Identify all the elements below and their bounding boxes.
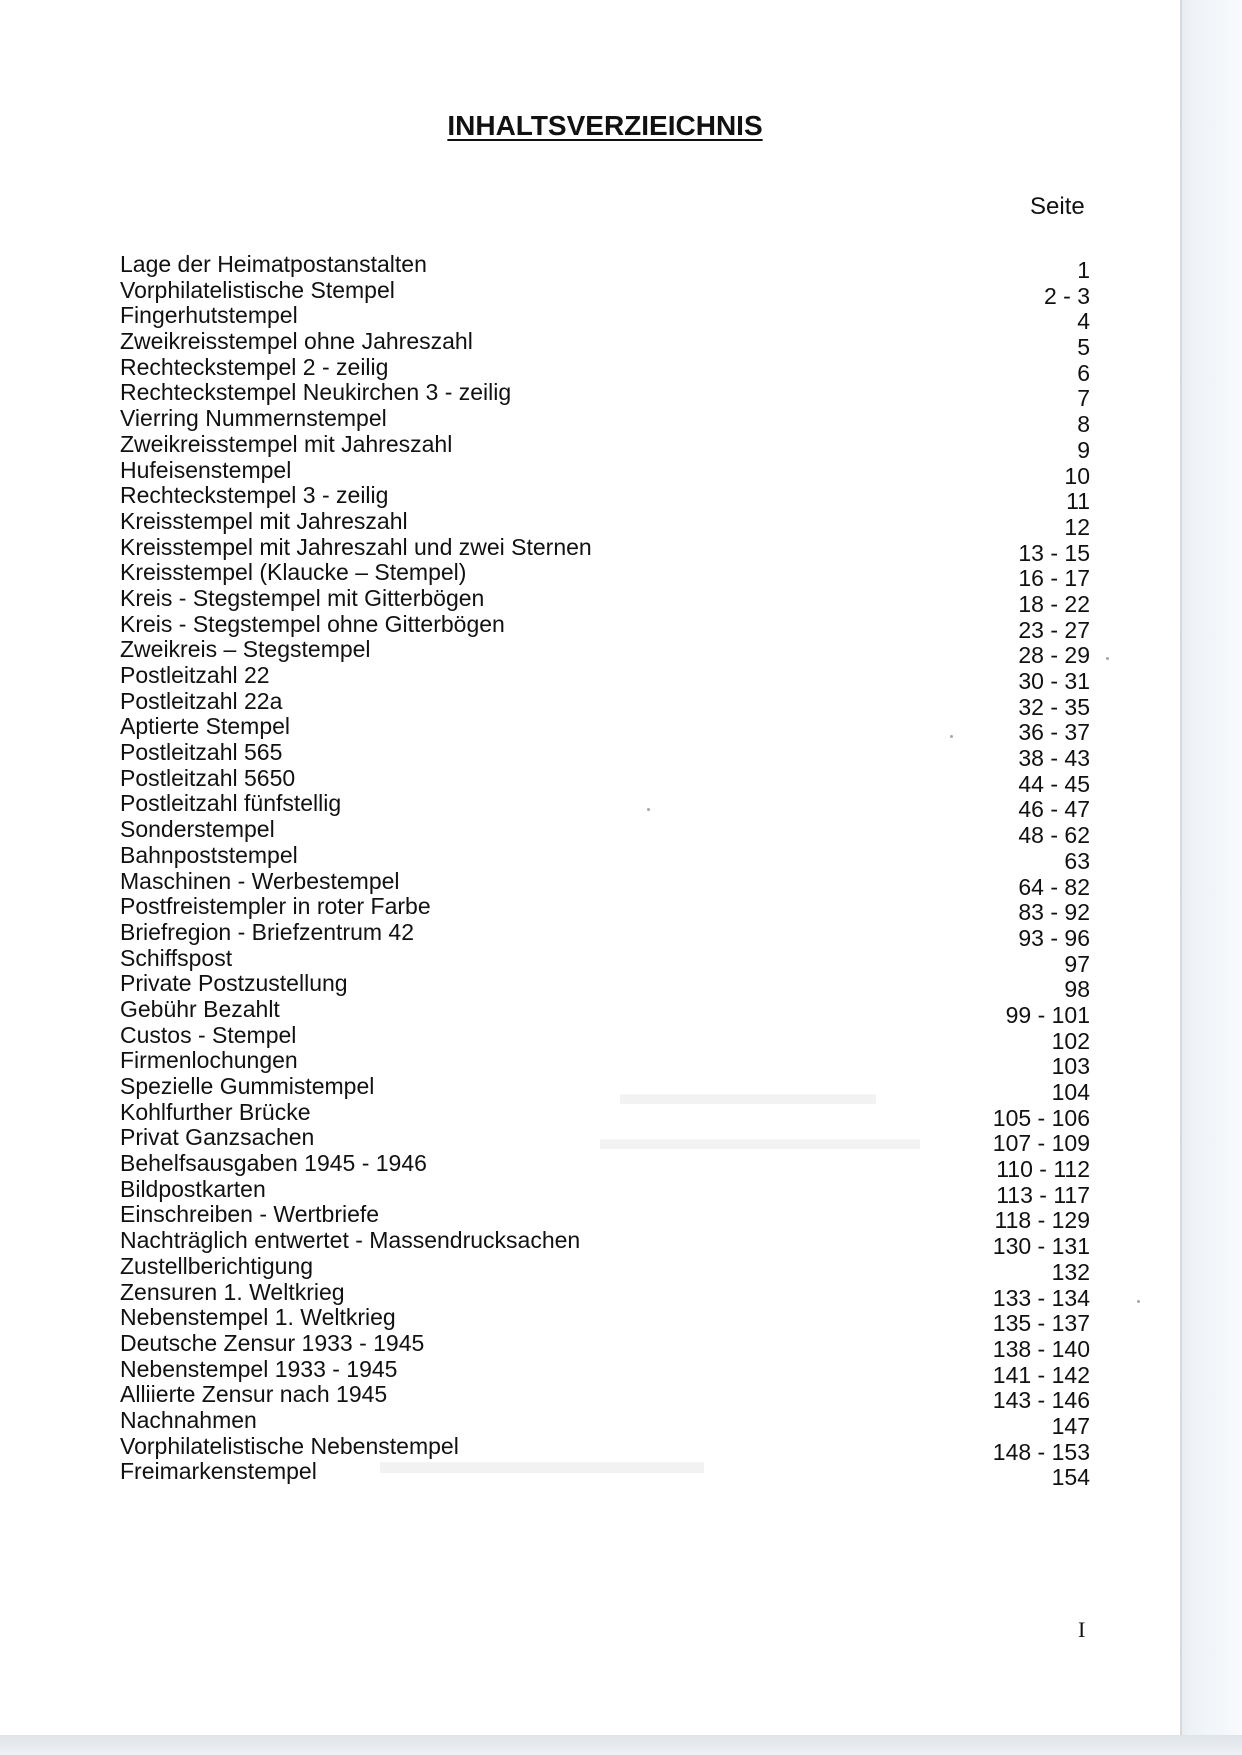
toc-entry-page: 5: [1077, 334, 1090, 361]
toc-entry-page: 143 - 146: [992, 1387, 1090, 1414]
toc-entry-label: Vorphilatelistische Stempel: [120, 276, 395, 303]
toc-entry-page: 103: [1051, 1053, 1090, 1080]
bleed-through-shadow: ▬▬▬▬▬▬▬▬▬▬: [600, 1120, 920, 1156]
toc-entry-label: Briefregion - Briefzentrum 42: [120, 918, 415, 945]
toc-entry-page: 110 - 112: [996, 1156, 1090, 1183]
toc-entry-label: Nebenstempel 1. Weltkrieg: [120, 1304, 396, 1331]
toc-entry-page: 13 - 15: [1018, 539, 1090, 566]
toc-entry-page: 63: [1064, 847, 1090, 874]
toc-entry: [120, 430, 1090, 463]
toc-entry-label: Zweikreisstempel ohne Jahreszahl: [120, 328, 473, 355]
toc-entry: [120, 816, 1090, 849]
toc-entry: [120, 662, 1090, 694]
toc-entry-page: 8: [1077, 411, 1090, 438]
toc-entry-page: 38 - 43: [1018, 745, 1090, 772]
toc-entry-label: Vierring Nummernstempel: [120, 405, 387, 432]
toc-entry-label: Kreisstempel mit Jahreszahl: [120, 507, 408, 534]
toc-entry-label: Nebenstempel 1933 - 1945: [120, 1355, 398, 1382]
toc-entry: [120, 1458, 1090, 1491]
toc-entry-label: Einschreiben - Wertbriefe: [120, 1201, 380, 1228]
toc-entry-label: Nachnahmen: [120, 1406, 257, 1433]
toc-entry-label: Bahnpoststempel: [120, 841, 298, 868]
toc-entry: [120, 1406, 1090, 1439]
toc-entry-page: 83 - 92: [1018, 899, 1090, 926]
scanner-edge: [1180, 0, 1242, 1755]
toc-entry: [120, 1304, 1090, 1337]
toc-entry: [120, 482, 1090, 515]
toc-entry: [120, 353, 1090, 386]
page-title: INHALTSVERZIEICHNIS: [447, 110, 763, 141]
toc-entry: [120, 944, 1090, 977]
toc-entry: [120, 328, 1090, 361]
toc-entry-page: 10: [1064, 462, 1090, 489]
toc-entry: [120, 841, 1090, 874]
scan-speck: [950, 735, 953, 738]
toc-entry-page: 2 - 3: [1043, 282, 1090, 309]
toc-entry: [120, 764, 1090, 797]
toc-entry-page: 107 - 109: [992, 1130, 1090, 1157]
toc-entry-page: 148 - 153: [992, 1438, 1090, 1465]
toc-entry: [120, 636, 1090, 669]
toc-entry: [120, 251, 1090, 283]
toc-entry-label: Vorphilatelistische Nebenstempel: [120, 1432, 459, 1459]
toc-entry: [120, 1432, 1090, 1465]
toc-entry-label: Zustellberichtigung: [120, 1252, 314, 1279]
toc-entry-page: 102: [1051, 1027, 1090, 1054]
toc-entry-page: 4: [1077, 308, 1090, 335]
toc-entry-label: Postleitzahl fünfstellig: [120, 790, 342, 817]
toc-entry-page: 9: [1077, 436, 1090, 463]
toc-entry-label: Postfreistempler in roter Farbe: [120, 893, 431, 920]
toc-entry-page: 93 - 96: [1018, 924, 1090, 951]
toc-entry: [120, 507, 1090, 540]
toc-entry-page: 97: [1064, 950, 1090, 977]
toc-entry: [120, 533, 1090, 566]
toc-entry: [120, 1150, 1090, 1183]
toc-entry-label: Postleitzahl 22a: [120, 687, 283, 714]
toc-entry-label: Kreis - Stegstempel mit Gitterbögen: [120, 584, 485, 611]
toc-entry-label: Postleitzahl 22: [120, 662, 270, 688]
toc-entry-page: 36 - 37: [1018, 719, 1090, 746]
toc-entry-label: Nachträglich entwertet - Massendrucksachen: [120, 1227, 581, 1254]
toc-entry: [120, 276, 1090, 309]
toc-entry-label: Postleitzahl 5650: [120, 764, 296, 791]
toc-entry-page: 141 - 142: [992, 1361, 1090, 1388]
toc-entry: [120, 739, 1090, 772]
toc-entry: [120, 1098, 1090, 1131]
toc-entry-label: Fingerhutstempel: [120, 302, 298, 329]
toc-entry-page: 44 - 45: [1018, 770, 1090, 797]
toc-entry-page: 18 - 22: [1018, 590, 1090, 617]
toc-entry-page: 99 - 101: [1005, 1001, 1090, 1028]
toc-entry-page: 105 - 106: [992, 1104, 1090, 1131]
toc-entry-label: Rechteckstempel Neukirchen 3 - zeilig: [120, 379, 512, 406]
toc-entry-label: Schiffspost: [120, 944, 233, 971]
toc-entry-label: Behelfsausgaben 1945 - 1946: [120, 1150, 427, 1177]
toc-entry: [120, 713, 1090, 746]
toc-entry-page: 1: [1077, 257, 1090, 283]
toc-entry-label: Deutsche Zensur 1933 - 1945: [120, 1329, 425, 1356]
toc-entry-page: 118 - 129: [994, 1207, 1090, 1234]
toc-entry: [120, 995, 1090, 1028]
toc-entry: [120, 1175, 1090, 1208]
toc-entry-label: Gebühr Bezahlt: [120, 995, 280, 1022]
toc-entry: [120, 893, 1090, 926]
table-of-contents: [120, 251, 1090, 1491]
toc-entry-label: Kreisstempel (Klaucke – Stempel): [120, 559, 467, 586]
toc-entry-label: Kreisstempel mit Jahreszahl und zwei Sternen: [120, 533, 592, 560]
toc-entry: [120, 405, 1090, 438]
toc-entry: [120, 1227, 1090, 1260]
toc-entry-label: Rechteckstempel 3 - zeilig: [120, 482, 389, 509]
toc-entry: [120, 1124, 1090, 1157]
toc-entry-page: 6: [1077, 359, 1090, 386]
toc-entry-page: 135 - 137: [992, 1310, 1090, 1337]
toc-entry: [120, 584, 1090, 617]
toc-entry: [120, 1355, 1090, 1388]
bleed-through-shadow: ▬▬▬▬▬▬▬▬: [620, 1075, 876, 1111]
page-folio: I: [1078, 1617, 1086, 1642]
toc-entry: [120, 1278, 1090, 1311]
toc-entry-page: 48 - 62: [1018, 822, 1090, 849]
toc-entry-page: 32 - 35: [1018, 693, 1090, 720]
toc-entry-label: Kreis - Stegstempel ohne Gitterbögen: [120, 610, 505, 637]
toc-entry-page: 132: [1051, 1258, 1090, 1285]
toc-entry-page: 23 - 27: [1018, 616, 1090, 643]
toc-entry: [120, 1201, 1090, 1234]
toc-entry-label: Alliierte Zensur nach 1945: [120, 1381, 388, 1408]
toc-entry-page: 133 - 134: [992, 1284, 1090, 1311]
toc-entry-label: Spezielle Gummistempel: [120, 1073, 375, 1099]
toc-entry: [120, 867, 1090, 900]
toc-entry-page: 7: [1077, 385, 1090, 412]
toc-entry: [120, 918, 1090, 951]
scanner-bottom-edge: [0, 1735, 1242, 1755]
toc-entry: [120, 1047, 1090, 1080]
toc-entry: [120, 302, 1090, 335]
toc-entry-label: Freimarkenstempel: [120, 1458, 317, 1485]
toc-entry-page: 11: [1066, 488, 1090, 515]
toc-entry-page: 46 - 47: [1018, 796, 1090, 823]
toc-entry-page: 138 - 140: [992, 1335, 1090, 1362]
bleed-through-shadow: ▬▬▬▬▬▬▬▬▬: [380, 1440, 704, 1481]
toc-entry-page: 12: [1064, 513, 1090, 540]
toc-entry: [120, 379, 1090, 412]
toc-entry-page: 64 - 82: [1018, 873, 1090, 900]
toc-entry-page: 147: [1051, 1412, 1090, 1439]
toc-entry-label: Rechteckstempel 2 - zeilig: [120, 353, 389, 380]
toc-entry-page: 30 - 31: [1018, 668, 1090, 694]
toc-entry: [120, 456, 1090, 489]
toc-entry-page: 104: [1051, 1079, 1090, 1105]
toc-entry-label: Sonderstempel: [120, 816, 275, 843]
toc-entry-page: 28 - 29: [1018, 642, 1090, 669]
toc-entry-label: Firmenlochungen: [120, 1047, 298, 1074]
toc-entry-label: Hufeisenstempel: [120, 456, 292, 483]
toc-entry: [120, 687, 1090, 720]
toc-entry-page: 113 - 117: [996, 1181, 1090, 1208]
toc-entry-label: Postleitzahl 565: [120, 739, 283, 766]
toc-entry-label: Zensuren 1. Weltkrieg: [120, 1278, 345, 1305]
toc-entry: [120, 1021, 1090, 1054]
toc-entry: [120, 970, 1090, 1003]
toc-entry-page: 130 - 131: [992, 1233, 1090, 1260]
toc-entry: [120, 610, 1090, 643]
toc-entry-page: 154: [1051, 1464, 1090, 1491]
toc-entry: [120, 559, 1090, 592]
toc-entry-label: Zweikreis – Stegstempel: [120, 636, 371, 663]
toc-entry: [120, 790, 1090, 823]
toc-entry-label: Privat Ganzsachen: [120, 1124, 315, 1151]
toc-entry-label: Bildpostkarten: [120, 1175, 266, 1202]
toc-entry-label: Kohlfurther Brücke: [120, 1098, 311, 1125]
toc-entry-label: Private Postzustellung: [120, 970, 348, 997]
toc-entry-page: 98: [1064, 976, 1090, 1003]
toc-entry-label: Aptierte Stempel: [120, 713, 291, 740]
toc-entry-page: 16 - 17: [1018, 565, 1090, 592]
toc-entry: [120, 1329, 1090, 1362]
toc-entry-label: Zweikreisstempel mit Jahreszahl: [120, 430, 453, 457]
scan-speck: [647, 808, 650, 811]
toc-entry: [120, 1073, 1090, 1105]
page-column-header: Seite: [1030, 193, 1085, 220]
toc-entry-label: Custos - Stempel: [120, 1021, 297, 1048]
scan-speck: [1106, 657, 1109, 660]
toc-entry: [120, 1252, 1090, 1285]
scan-speck: [1137, 1300, 1140, 1303]
toc-entry-label: Maschinen - Werbestempel: [120, 867, 400, 894]
toc-entry-label: Lage der Heimatpostanstalten: [120, 251, 427, 277]
toc-entry: [120, 1381, 1090, 1414]
